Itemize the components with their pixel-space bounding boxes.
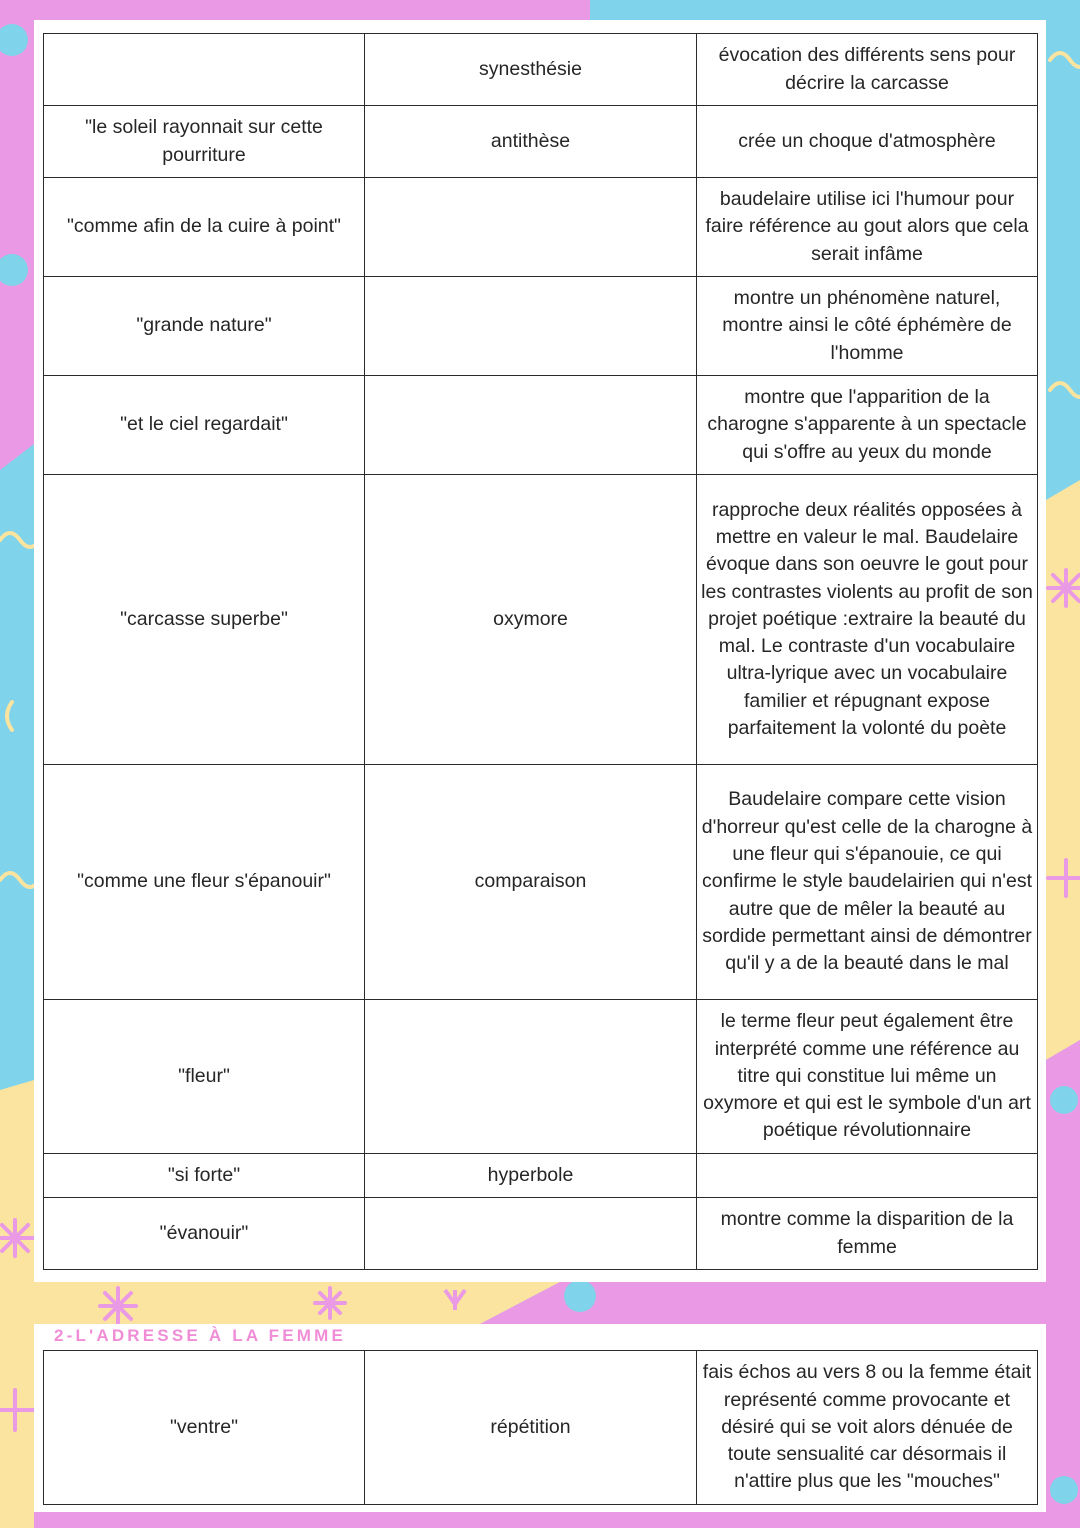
- quote-cell: "fleur": [44, 1000, 365, 1154]
- table-row: [44, 1198, 1038, 1270]
- table-row: [44, 34, 1038, 106]
- figure-cell: comparaison: [365, 765, 697, 1000]
- figure-cell: oxymore: [365, 475, 697, 765]
- quote-cell: "si forte": [44, 1154, 365, 1198]
- figure-cell: antithèse: [365, 106, 697, 178]
- table-row: [44, 178, 1038, 277]
- analysis-cell: baudelaire utilise ici l'humour pour faire référence au gout alors que cela serait infâme: [697, 178, 1038, 277]
- quote-cell: "et le ciel regardait": [44, 376, 365, 475]
- table-row: [44, 376, 1038, 475]
- quote-cell: "comme une fleur s'épanouir": [44, 765, 365, 1000]
- table-card-1: [34, 20, 1046, 1282]
- table-row: [44, 277, 1038, 376]
- figure-cell: hyperbole: [365, 1154, 697, 1198]
- address-table: [43, 1350, 1038, 1505]
- analysis-cell: crée un choque d'atmosphère: [697, 106, 1038, 178]
- quote-cell: [44, 34, 365, 106]
- quote-cell: "grande nature": [44, 277, 365, 376]
- quote-cell: "évanouir": [44, 1198, 365, 1270]
- analysis-cell: montre comme la disparition de la femme: [697, 1198, 1038, 1270]
- figure-cell: [365, 1000, 697, 1154]
- analysis-cell: montre que l'apparition de la charogne s'apparente à un spectacle qui s'offre au yeux du monde: [697, 376, 1038, 475]
- table-row: [44, 106, 1038, 178]
- figure-cell: synesthésie: [365, 34, 697, 106]
- analysis-cell: montre un phénomène naturel, montre ainsi le côté éphémère de l'homme: [697, 277, 1038, 376]
- quote-cell: "le soleil rayonnait sur cette pourriture: [44, 106, 365, 178]
- section-title: 2-L'ADRESSE À LA FEMME: [54, 1326, 346, 1345]
- table-row: [44, 1351, 1038, 1505]
- table-card-2: [34, 1324, 1046, 1512]
- analysis-cell: évocation des différents sens pour décrire la carcasse: [697, 34, 1038, 106]
- analysis-cell: le terme fleur peut également être interprété comme une référence au titre qui constitue lui même un oxymore et qui est le symbole d'un art poétique révolutionnaire: [697, 1000, 1038, 1154]
- analysis-cell: rapproche deux réalités opposées à mettre en valeur le mal. Baudelaire évoque dans son oeuvre le gout pour les contrastes violents au profit de son projet poétique :extraire la beauté du mal. Le contraste d'un vocabulaire ultra-lyrique avec un vocabulaire familier et répugnant expose parfaitement la volonté du poète: [697, 475, 1038, 765]
- analysis-cell: [697, 1154, 1038, 1198]
- quote-cell: "ventre": [44, 1351, 365, 1505]
- figure-cell: [365, 1198, 697, 1270]
- table-row: [44, 1154, 1038, 1198]
- analysis-cell: fais échos au vers 8 ou la femme était représenté comme provocante et désiré qui se voit alors dénuée de toute sensualité car désormais il n'attire plus que les "mouches": [697, 1351, 1038, 1505]
- figure-cell: répétition: [365, 1351, 697, 1505]
- quote-cell: "comme afin de la cuire à point": [44, 178, 365, 277]
- figure-cell: [365, 376, 697, 475]
- table-row: [44, 765, 1038, 1000]
- figure-cell: [365, 277, 697, 376]
- analysis-cell: Baudelaire compare cette vision d'horreur qu'est celle de la charogne à une fleur qui s'épanouie, ce qui confirme le style baudelairien qui n'est autre que de mêler la beauté au sordide permettant ainsi de démontrer qu'il y a de la beauté dans le mal: [697, 765, 1038, 1000]
- figure-cell: [365, 178, 697, 277]
- table-row: [44, 1000, 1038, 1154]
- table-row: [44, 475, 1038, 765]
- figures-table: [43, 33, 1038, 1270]
- quote-cell: "carcasse superbe": [44, 475, 365, 765]
